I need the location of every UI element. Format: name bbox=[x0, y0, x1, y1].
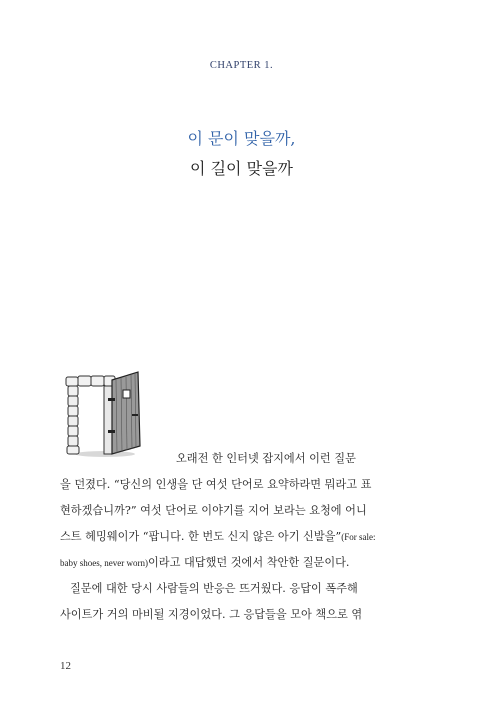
door-frame-illustration bbox=[60, 368, 160, 460]
body-line-2: 을 던졌다. “당신의 인생을 단 여섯 단어로 요약하라면 뭐라고 표 bbox=[60, 478, 372, 491]
body-line-7: 사이트가 거의 마비될 지경이었다. 그 응답들을 모아 책으로 엮 bbox=[60, 608, 363, 621]
body-line-3: 현하겠습니까?” 여섯 단어로 이야기를 지어 보라는 요청에 어니 bbox=[60, 504, 367, 517]
body-line-6: 질문에 대한 당시 사람들의 반응은 뜨거웠다. 응답이 폭주해 bbox=[70, 582, 358, 595]
chapter-label: CHAPTER 1. bbox=[209, 60, 274, 71]
body-line-5-english: baby shoes, never worn) bbox=[60, 558, 148, 568]
body-line-5-korean: 이라고 대답했던 것에서 착안한 질문이다. bbox=[147, 556, 350, 569]
chapter-title-line-1: 이 문이 맞을까, bbox=[187, 129, 296, 148]
chapter-title-line-2: 이 길이 맞을까 bbox=[190, 159, 293, 178]
body-line-4 bbox=[60, 528, 412, 544]
chapter-title bbox=[0, 124, 483, 184]
body-line-1: 오래전 한 인터넷 잡지에서 이런 질문 bbox=[176, 452, 356, 465]
page-number: 12 bbox=[60, 660, 71, 672]
body-line-5 bbox=[60, 554, 412, 570]
body-line-4-korean: 스트 헤밍웨이가 “팝니다. 한 번도 신지 않은 아기 신발을” bbox=[60, 530, 342, 543]
body-line-4-english: (For sale: bbox=[341, 532, 376, 542]
